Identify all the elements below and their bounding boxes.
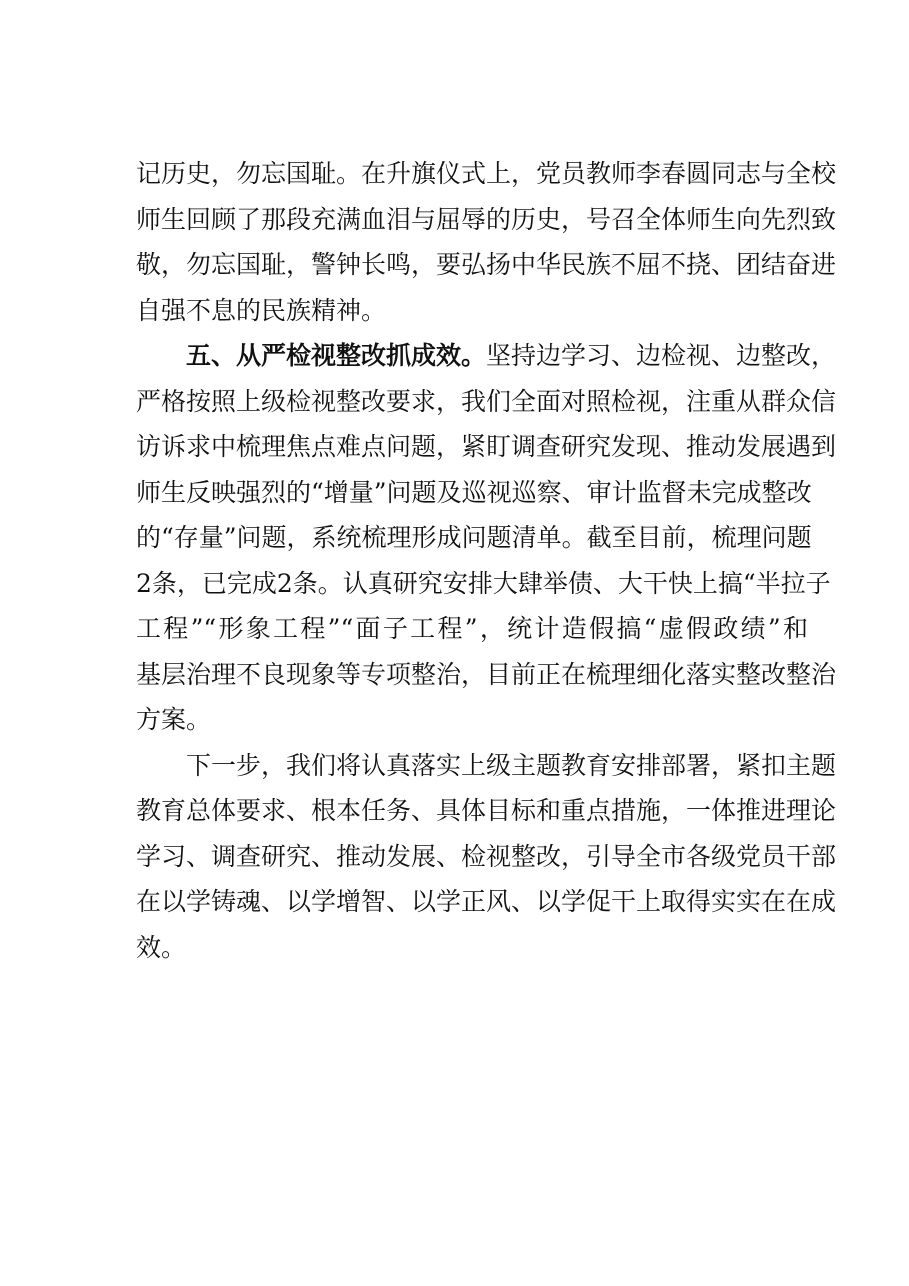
paragraph-2-line-8: 基层治理不良现象等专项整治，目前正在梳理细化落实整改整治 <box>136 659 837 689</box>
paragraph-3-line-2: 教育总体要求、根本任务、具体目标和重点措施，一体推进理论 <box>136 796 837 825</box>
paragraph-2-line-3: 访诉求中梳理焦点难点问题，紧盯调查研究发现、推动发展遇到 <box>136 432 837 461</box>
paragraph-3-line-5: 效。 <box>136 932 187 962</box>
paragraph-2-line-5: 的“存量”问题，系统梳理形成问题清单。截至目前，梳理问题 <box>136 523 812 552</box>
paragraph-2-line-6: 2条，已完成2条。认真研究安排大肆举债、大干快上搞“半拉子 <box>136 568 831 598</box>
paragraph-1-line-3: 敬，勿忘国耻，警钟长鸣，要弘扬中华民族不屈不挠、团结奋进 <box>136 250 837 279</box>
paragraph-2-line-2: 严格按照上级检视整改要求，我们全面对照检视，注重从群众信 <box>136 386 837 416</box>
paragraph-1-line-1: 记历史，勿忘国耻。在升旗仪式上，党员教师李春圆同志与全校 <box>136 159 837 188</box>
paragraph-1-line-2: 师生回顾了那段充满血泪与屈辱的历史，号召全体师生向先烈致 <box>136 204 837 234</box>
document-body <box>136 151 837 970</box>
paragraph-2-line-1 <box>136 333 837 379</box>
paragraph-2-lead-text: 坚持边学习、边检视、边整改， <box>486 341 837 370</box>
paragraph-3-line-3: 学习、调查研究、推动发展、检视整改，引导全市各级党员干部 <box>136 841 837 871</box>
paragraph-2-line-4: 师生反映强烈的“增量”问题及巡视巡察、审计监督未完成整改 <box>136 477 812 507</box>
paragraph-2-line-9: 方案。 <box>136 705 212 734</box>
paragraph-1-line-4: 自强不息的民族精神。 <box>136 295 387 325</box>
paragraph-3-line-4: 在以学铸魂、以学增智、以学正风、以学促干上取得实实在在成 <box>136 887 837 916</box>
paragraph-2-line-7: 工程”“形象工程”“面子工程”，统计造假搞“虚假政绩”和 <box>136 614 808 643</box>
paragraph-3-line-1: 下一步，我们将认真落实上级主题教育安排部署，紧扣主题 <box>186 750 837 780</box>
section-heading: 五、从严检视整改抓成效。 <box>186 341 487 370</box>
